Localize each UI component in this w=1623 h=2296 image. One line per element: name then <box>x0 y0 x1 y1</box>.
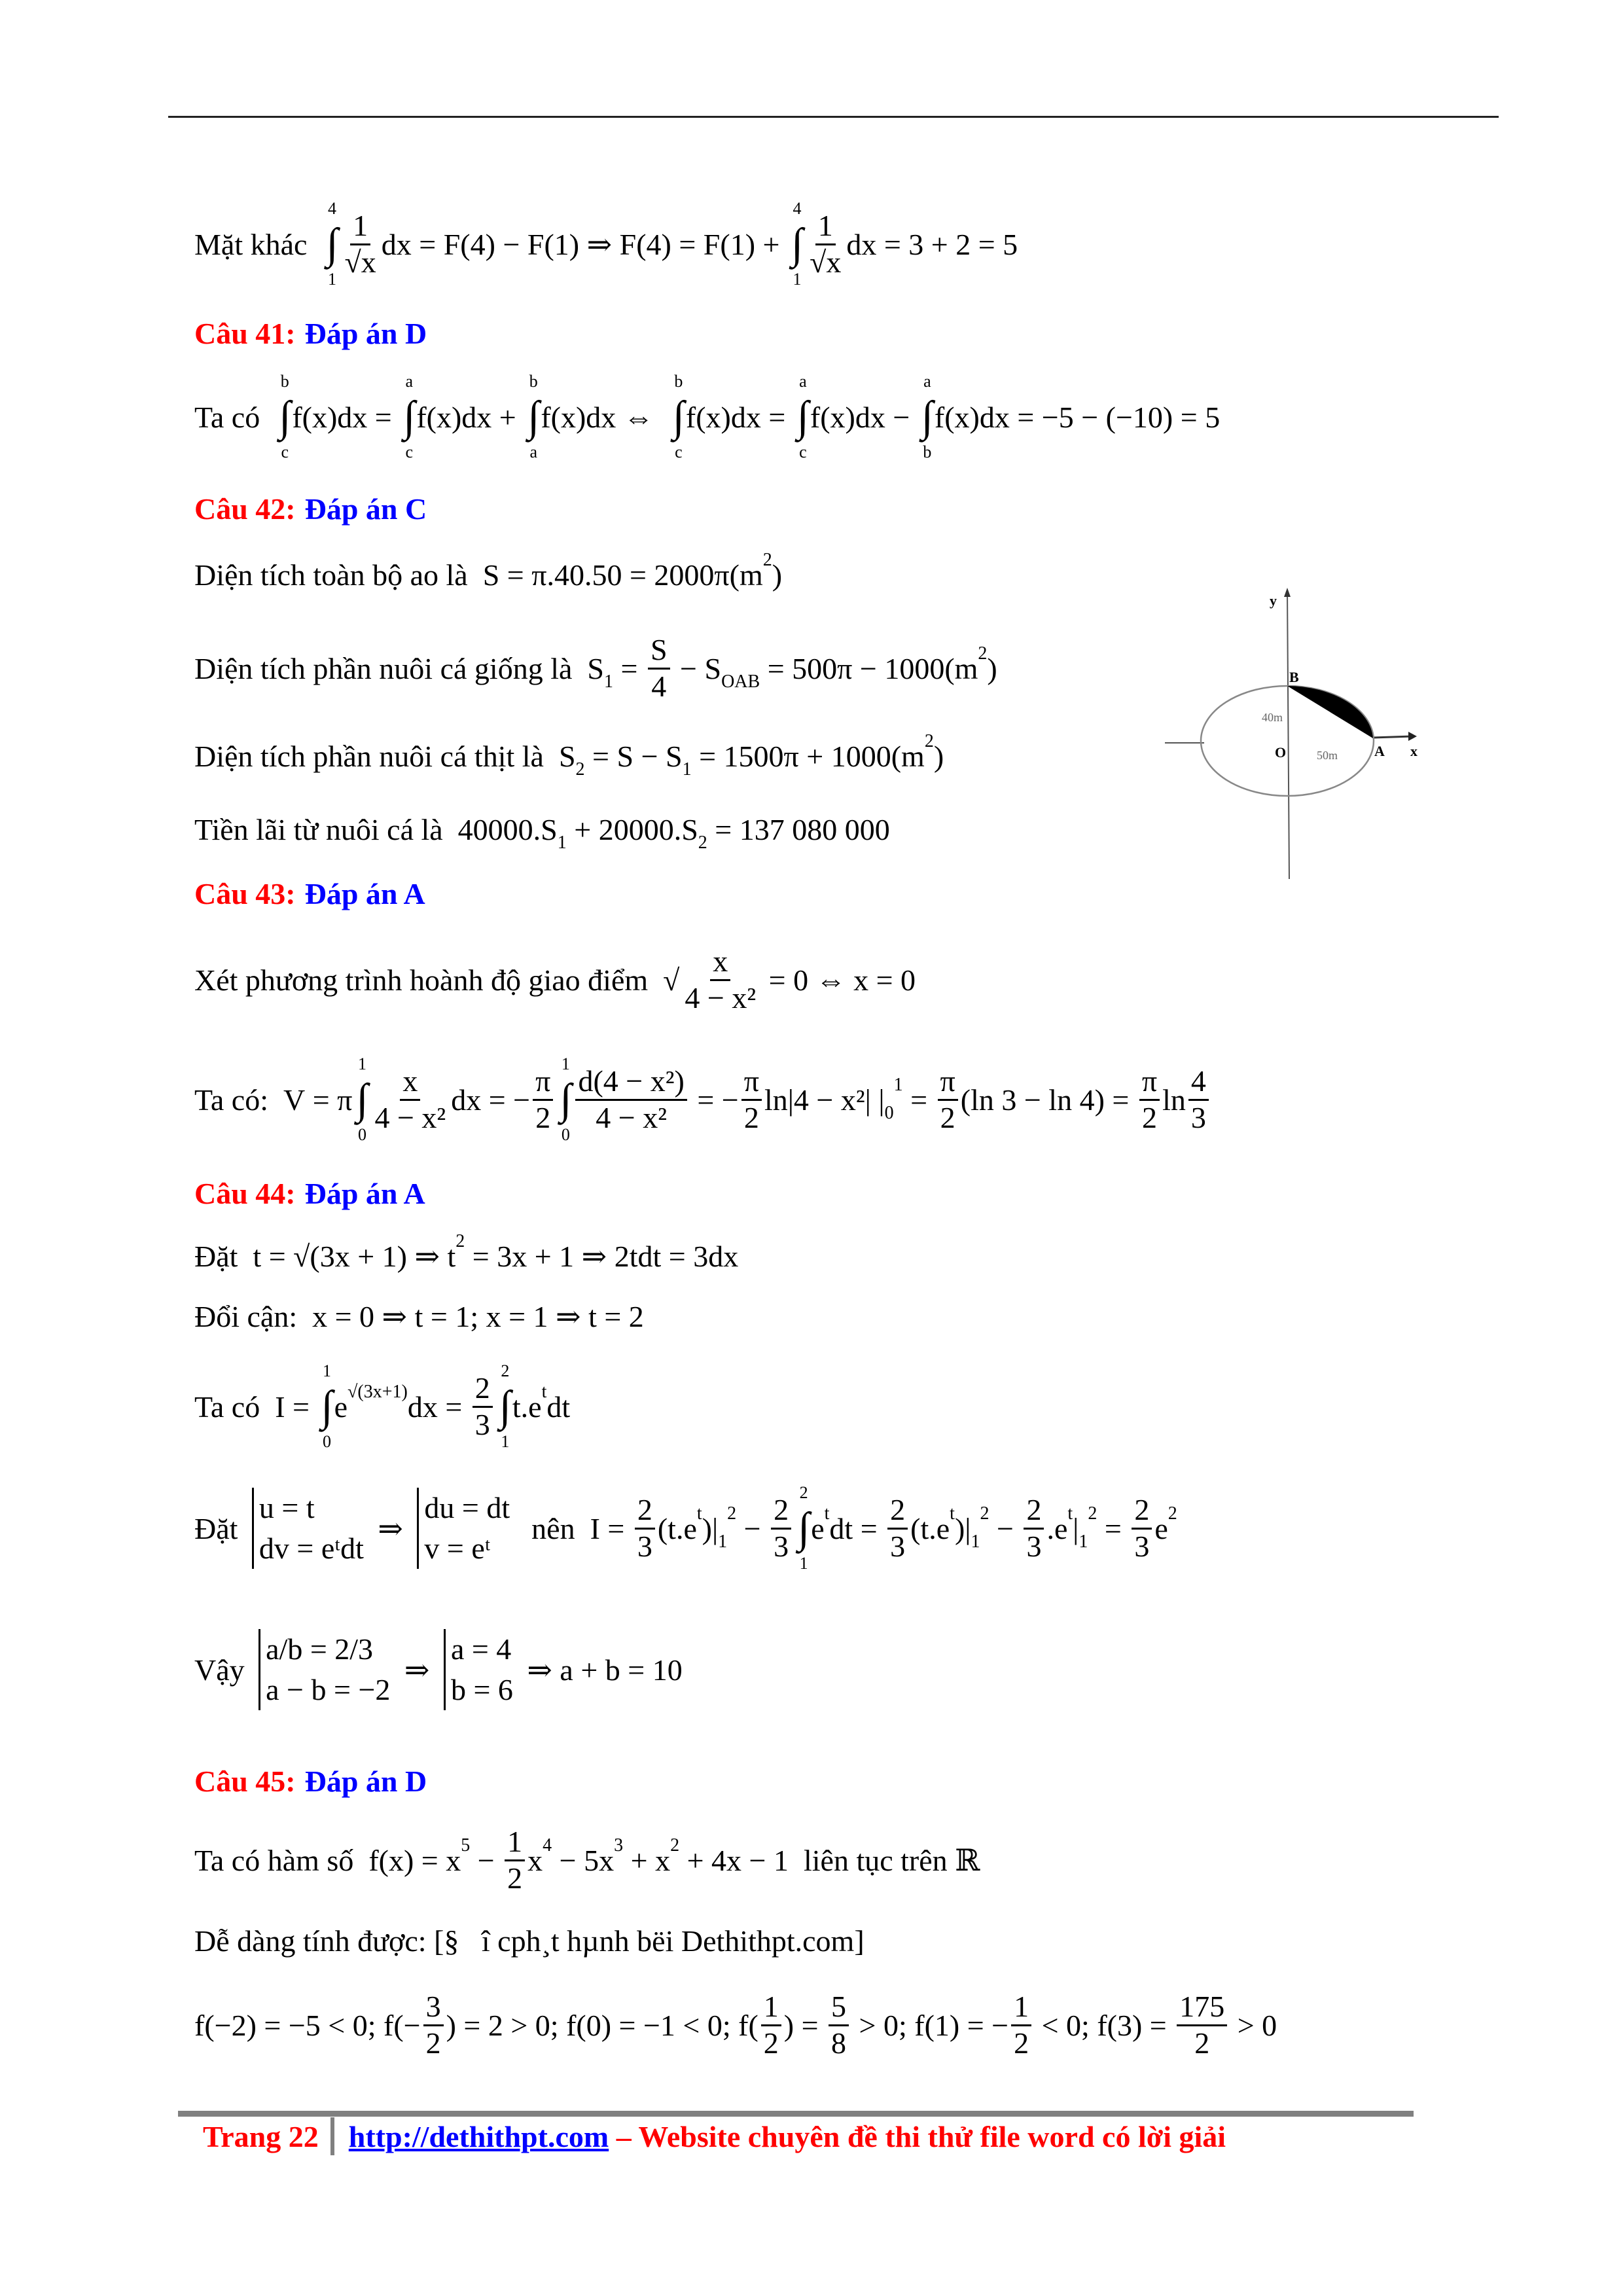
equation-system <box>444 1629 513 1710</box>
solution-line <box>194 793 890 865</box>
denominator: 3 <box>1134 1529 1150 1563</box>
system-row: u = t <box>259 1490 315 1524</box>
numerator: π <box>938 1064 958 1101</box>
math-text: ⇒ <box>370 1512 411 1545</box>
integral <box>356 1054 368 1145</box>
math-text: (ln 3 − ln 4) = <box>960 1083 1137 1117</box>
lower-limit: c <box>675 442 683 461</box>
numerator: 1 <box>761 1990 781 2026</box>
numerator: x <box>710 944 730 981</box>
math-text: dt <box>546 1390 571 1424</box>
superscript: 2 <box>924 731 934 751</box>
question-number: Câu 43: <box>194 876 296 910</box>
footer-separator <box>330 2117 334 2155</box>
fraction <box>342 209 379 280</box>
integral-sign-icon: ∫ <box>321 1382 333 1430</box>
lower-limit: 1 <box>327 270 336 289</box>
numerator: 175 <box>1177 1990 1227 2026</box>
math-text: f(x)dx − <box>810 400 918 434</box>
ellipse-pond-figure <box>1113 556 1505 884</box>
upper-limit: 1 <box>561 1054 570 1073</box>
superscript: √(3x+1) <box>348 1382 408 1402</box>
upper-limit: a <box>799 372 807 391</box>
denominator: 2 <box>507 1861 523 1895</box>
superscript: t <box>950 1503 955 1524</box>
fraction <box>635 1493 655 1564</box>
fraction <box>682 944 758 1016</box>
shaded-segment <box>1287 686 1373 738</box>
system-row: v = eᵗ <box>424 1532 491 1565</box>
footer-description: – Website chuyên đề thi thử file word có lời giải <box>609 2119 1226 2153</box>
math-text: (t.e <box>657 1511 697 1545</box>
denominator: 3 <box>474 1407 490 1441</box>
superscript: 1 <box>893 1075 903 1095</box>
math-text: − <box>736 1511 769 1545</box>
system-row: du = dt <box>424 1490 510 1524</box>
lower-limit: 1 <box>799 1554 808 1573</box>
numerator: d(4 − x²) <box>575 1064 687 1101</box>
math-text: Diện tích phần nuôi cá thịt là S <box>194 739 576 773</box>
question-heading <box>194 857 425 929</box>
math-text: Ta có I = <box>194 1390 317 1424</box>
solution-line <box>194 1361 571 1451</box>
math-text: f(x)dx ⇔ <box>541 400 669 434</box>
math-text: x <box>527 1843 543 1877</box>
subscript: 1 <box>604 672 613 692</box>
integral-sign-icon: ∫ <box>403 393 416 440</box>
lower-limit: a <box>529 442 538 461</box>
math-text: Ta có: V = π <box>194 1083 353 1117</box>
integral-sign-icon: ∫ <box>796 393 809 440</box>
superscript: 4 <box>543 1835 552 1856</box>
numerator: S <box>648 633 670 670</box>
numerator: 1 <box>815 209 836 245</box>
math-text: f(x)dx = <box>685 400 793 434</box>
solution-line <box>194 720 944 792</box>
math-text: − S <box>672 651 722 685</box>
math-text: .e <box>1046 1511 1068 1545</box>
superscript: 2 <box>1088 1503 1097 1524</box>
math-text: ) = 2 > 0; f(0) = −1 < 0; f( <box>446 2008 758 2042</box>
integral <box>921 372 933 462</box>
equation-system <box>252 1488 364 1569</box>
answer-label: Đáp án A <box>304 876 425 910</box>
integral-sign-icon: ∫ <box>356 1075 368 1123</box>
fraction <box>829 1990 849 2061</box>
label-50m: 50m <box>1317 749 1338 762</box>
math-text: dx = 3 + 2 = 5 <box>846 227 1018 261</box>
integral-sign-icon: ∫ <box>791 220 804 268</box>
integral <box>798 1483 810 1573</box>
label-b: B <box>1289 669 1299 685</box>
math-text: ⇒ <box>397 1653 437 1687</box>
equation-system <box>417 1488 510 1569</box>
denominator: 4 − x² <box>374 1100 446 1134</box>
denominator: 4 − x² <box>685 980 757 1014</box>
fraction <box>1011 1990 1031 2061</box>
fraction <box>372 1064 448 1136</box>
system-row: a = 4 <box>450 1632 512 1666</box>
system-row: a/b = 2/3 <box>266 1632 374 1666</box>
numerator: 2 <box>1024 1493 1044 1530</box>
math-text: Ta có <box>194 400 276 434</box>
math-text: − <box>470 1843 503 1877</box>
lower-limit: c <box>405 442 414 461</box>
denominator: 2 <box>1194 2026 1210 2060</box>
subscript: 1 <box>971 1532 980 1552</box>
math-text: dx = − <box>451 1083 531 1117</box>
denominator: 2 <box>425 2026 441 2060</box>
math-text: = <box>1097 1511 1130 1545</box>
math-text: | <box>1073 1511 1079 1545</box>
label-o: O <box>1275 744 1287 761</box>
lower-limit: 1 <box>501 1432 510 1451</box>
integral-sign-icon: ∫ <box>527 393 540 440</box>
denominator: 2 <box>535 1100 551 1134</box>
math-text: Đặt <box>194 1511 245 1545</box>
integral-sign-icon: ∫ <box>798 1504 810 1552</box>
math-text: = <box>613 651 645 685</box>
upper-limit: 4 <box>327 199 336 218</box>
denominator: 3 <box>1026 1529 1042 1563</box>
system-row: a − b = −2 <box>266 1673 391 1706</box>
solution-line <box>194 1824 980 1896</box>
subscript: OAB <box>721 672 760 692</box>
question-number: Câu 45: <box>194 1764 296 1798</box>
integral <box>499 1361 511 1452</box>
math-text: (t.e <box>910 1511 950 1545</box>
integral-sign-icon: ∫ <box>326 220 338 268</box>
fraction <box>575 1064 687 1136</box>
superscript: 2 <box>762 550 772 570</box>
solution-line <box>194 1054 1211 1144</box>
question-number: Câu 44: <box>194 1176 296 1210</box>
math-text: ) <box>987 651 997 685</box>
integral <box>321 1361 332 1452</box>
upper-limit: b <box>280 372 289 391</box>
lower-limit: c <box>281 442 289 461</box>
subscript: 1 <box>718 1532 728 1552</box>
math-text: Vậy <box>194 1653 253 1687</box>
integral-sign-icon: ∫ <box>499 1382 511 1430</box>
superscript: t <box>696 1503 702 1524</box>
denominator: 3 <box>774 1529 789 1563</box>
question-heading <box>194 1157 425 1229</box>
answer-label: Đáp án C <box>304 492 427 526</box>
upper-limit: a <box>405 372 414 391</box>
math-text: = 137 080 000 <box>707 812 890 846</box>
subscript: 1 <box>1079 1532 1088 1552</box>
answer-label: Đáp án A <box>304 1176 425 1210</box>
integral-sign-icon: ∫ <box>279 393 291 440</box>
integral-sign-icon: ∫ <box>560 1075 572 1123</box>
fraction <box>1139 1064 1160 1136</box>
math-text: = 1500π + 1000(m <box>691 739 925 773</box>
superscript: 2 <box>455 1231 465 1251</box>
math-text: ⇒ a + b = 10 <box>519 1653 683 1687</box>
denominator: 2 <box>763 2026 779 2060</box>
numerator: π <box>1139 1064 1160 1101</box>
math-text: )| <box>954 1511 971 1545</box>
denominator: 3 <box>1190 1100 1206 1134</box>
math-text: t.e <box>512 1390 542 1424</box>
denominator: 3 <box>637 1529 652 1563</box>
solution-line <box>194 1905 865 1977</box>
math-text: Đặt t = √(3x + 1) ⇒ t <box>194 1240 456 1273</box>
solution-line <box>194 539 782 611</box>
numerator: 4 <box>1188 1064 1209 1101</box>
math-text: ln|4 − x²| | <box>764 1083 885 1117</box>
numerator: 2 <box>473 1371 493 1408</box>
fraction <box>473 1371 493 1443</box>
math-text: Mặt khác <box>194 227 323 261</box>
integral <box>403 372 415 462</box>
integral-sign-icon: ∫ <box>921 393 933 440</box>
integral-sign-icon: ∫ <box>672 393 685 440</box>
question-heading <box>194 1745 427 1817</box>
math-text: > 0 <box>1230 2008 1277 2042</box>
math-text: = <box>902 1083 935 1117</box>
solution-line <box>194 1989 1277 2061</box>
math-text: dt = <box>829 1511 885 1545</box>
solution-line <box>194 372 1221 461</box>
math-text: Đổi cận: x = 0 ⇒ t = 1; x = 1 ⇒ t = 2 <box>194 1300 644 1333</box>
fraction <box>505 1825 525 1896</box>
math-text: = 3x + 1 ⇒ 2tdt = 3dx <box>465 1240 739 1273</box>
upper-limit: 2 <box>501 1361 510 1380</box>
solution-line <box>194 1483 1177 1573</box>
math-text: Xét phương trình hoành độ giao điểm √ <box>194 963 680 997</box>
math-text: f(x)dx + <box>416 400 524 434</box>
numerator: 2 <box>635 1493 655 1530</box>
denominator: 2 <box>1141 1100 1157 1134</box>
solution-line <box>194 632 997 704</box>
subscript: 2 <box>698 833 707 853</box>
denominator: 4 <box>651 669 667 703</box>
denominator: √x <box>810 245 842 279</box>
integral <box>797 372 809 462</box>
upper-limit: 4 <box>793 199 802 218</box>
fraction <box>648 633 670 704</box>
math-text: nên I = <box>516 1511 632 1545</box>
y-axis <box>1287 590 1289 879</box>
denominator: 3 <box>890 1529 906 1563</box>
superscript: t <box>824 1503 830 1524</box>
system-row: dv = eᵗdt <box>259 1532 364 1565</box>
fraction <box>533 1064 553 1136</box>
integral <box>791 199 803 289</box>
solution-line <box>194 1634 683 1706</box>
upper-limit: b <box>674 372 683 391</box>
math-text: Dễ dàng tính được: [§ î cph¸t hµnh bëi Dethithpt.com] <box>194 1924 865 1958</box>
x-axis-arrow <box>1408 732 1417 741</box>
question-number: Câu 41: <box>194 316 296 350</box>
math-text: f(x)dx = −5 − (−10) = 5 <box>934 400 1221 434</box>
numerator: 1 <box>1011 1990 1031 2026</box>
subscript: 0 <box>884 1103 894 1124</box>
lower-limit: 1 <box>793 270 802 289</box>
math-text: Diện tích phần nuôi cá giống là S <box>194 651 604 685</box>
math-text: = − <box>689 1083 739 1117</box>
subscript: 1 <box>557 833 567 853</box>
superscript: 2 <box>1168 1503 1177 1524</box>
numerator: π <box>533 1064 553 1101</box>
math-text: Tiền lãi từ nuôi cá là 40000.S <box>194 812 558 846</box>
fraction <box>771 1493 791 1564</box>
math-text: + 20000.S <box>566 812 698 846</box>
solution-line <box>194 1280 644 1352</box>
system-row: b = 6 <box>450 1673 513 1706</box>
fraction <box>1024 1493 1044 1564</box>
denominator: 8 <box>831 2026 847 2060</box>
math-text: f(−2) = −5 < 0; f(− <box>194 2008 421 2042</box>
superscript: 2 <box>980 1503 990 1524</box>
question-heading <box>194 473 427 545</box>
numerator: 2 <box>771 1493 791 1530</box>
label-a: A <box>1374 743 1385 759</box>
math-text: dx = <box>407 1390 470 1424</box>
subscript: 1 <box>682 759 692 780</box>
math-text: > 0; f(1) = − <box>851 2008 1009 2042</box>
fraction <box>423 1990 444 2061</box>
question-number: Câu 42: <box>194 492 296 526</box>
math-text: + 4x − 1 liên tục trên ℝ <box>679 1844 980 1877</box>
superscript: t <box>541 1382 547 1402</box>
numerator: x <box>400 1064 420 1101</box>
math-text: Ta có hàm số f(x) = x <box>194 1843 461 1877</box>
upper-limit: 1 <box>357 1054 366 1073</box>
math-text: = 500π − 1000(m <box>760 651 978 685</box>
numerator: 5 <box>829 1990 849 2026</box>
footer-bar <box>178 2111 1414 2117</box>
subscript: 2 <box>575 759 585 780</box>
denominator: 4 − x² <box>596 1100 667 1134</box>
numerator: 1 <box>350 209 370 245</box>
superscript: 5 <box>461 1835 471 1856</box>
math-text: )| <box>702 1511 719 1545</box>
math-text: ) = <box>783 2008 827 2042</box>
math-text: e <box>1154 1511 1168 1545</box>
upper-limit: a <box>923 372 931 391</box>
superscript: 2 <box>670 1835 680 1856</box>
question-heading <box>194 297 427 369</box>
lower-limit: 0 <box>323 1432 332 1451</box>
label-x: x <box>1410 743 1418 759</box>
math-text: − <box>989 1511 1022 1545</box>
fraction <box>741 1064 762 1136</box>
upper-limit: 1 <box>323 1361 332 1380</box>
numerator: 3 <box>423 1990 444 2026</box>
answer-label: Đáp án D <box>304 1764 427 1798</box>
header-rule <box>168 116 1499 118</box>
math-text: Diện tích toàn bộ ao là S = π.40.50 = 2000π(m <box>194 558 763 592</box>
footer-link[interactable]: http://dethithpt.com <box>348 2119 609 2153</box>
math-text: = S − S <box>584 739 683 773</box>
denominator: 2 <box>1014 2026 1029 2060</box>
lower-limit: c <box>799 442 807 461</box>
footer-page-number: Trang 22 <box>203 2119 319 2153</box>
integral <box>673 372 685 462</box>
integral <box>326 199 338 289</box>
math-text: ) <box>772 558 783 592</box>
y-axis-arrow <box>1284 588 1291 597</box>
denominator: √x <box>344 245 376 279</box>
upper-limit: b <box>529 372 538 391</box>
numerator: π <box>741 1064 762 1101</box>
solution-line <box>194 944 916 1016</box>
math-text: dx = F(4) − F(1) ⇒ F(4) = F(1) + <box>381 228 787 261</box>
fraction <box>887 1493 908 1564</box>
superscript: 3 <box>614 1835 624 1856</box>
lower-limit: 0 <box>357 1125 366 1144</box>
math-text: < 0; f(3) = <box>1034 2008 1175 2042</box>
math-text: f(x)dx = <box>292 400 400 434</box>
denominator: 2 <box>940 1100 955 1134</box>
superscript: 2 <box>978 643 988 664</box>
integral <box>560 1054 571 1145</box>
fraction <box>938 1064 958 1136</box>
solution-line <box>194 199 1018 289</box>
numerator: 2 <box>887 1493 908 1530</box>
math-text: ln <box>1162 1083 1186 1117</box>
label-40m: 40m <box>1262 711 1283 724</box>
math-text: e <box>811 1511 825 1545</box>
integral <box>279 372 291 462</box>
fraction <box>1132 1493 1152 1564</box>
fraction <box>761 1990 781 2061</box>
fraction <box>807 209 844 280</box>
integral <box>527 372 539 462</box>
math-text: e <box>334 1390 348 1424</box>
label-y: y <box>1270 592 1277 609</box>
equation-system <box>259 1629 390 1710</box>
lower-limit: b <box>923 442 932 461</box>
lower-limit: 0 <box>561 1125 570 1144</box>
math-text: − 5x <box>552 1843 615 1877</box>
x-axis-right <box>1373 736 1412 738</box>
answer-label: Đáp án D <box>304 316 427 350</box>
math-text: ) <box>933 739 944 773</box>
footer <box>203 2117 1226 2156</box>
fraction <box>1188 1064 1209 1136</box>
upper-limit: 2 <box>799 1483 808 1502</box>
numerator: 2 <box>1132 1493 1152 1530</box>
numerator: 1 <box>505 1825 525 1861</box>
superscript: t <box>1067 1503 1073 1524</box>
fraction <box>1177 1990 1227 2061</box>
math-text: = 0 ⇔ x = 0 <box>761 963 916 997</box>
superscript: 2 <box>727 1503 737 1524</box>
math-text: + x <box>623 1843 671 1877</box>
denominator: 2 <box>743 1100 759 1134</box>
